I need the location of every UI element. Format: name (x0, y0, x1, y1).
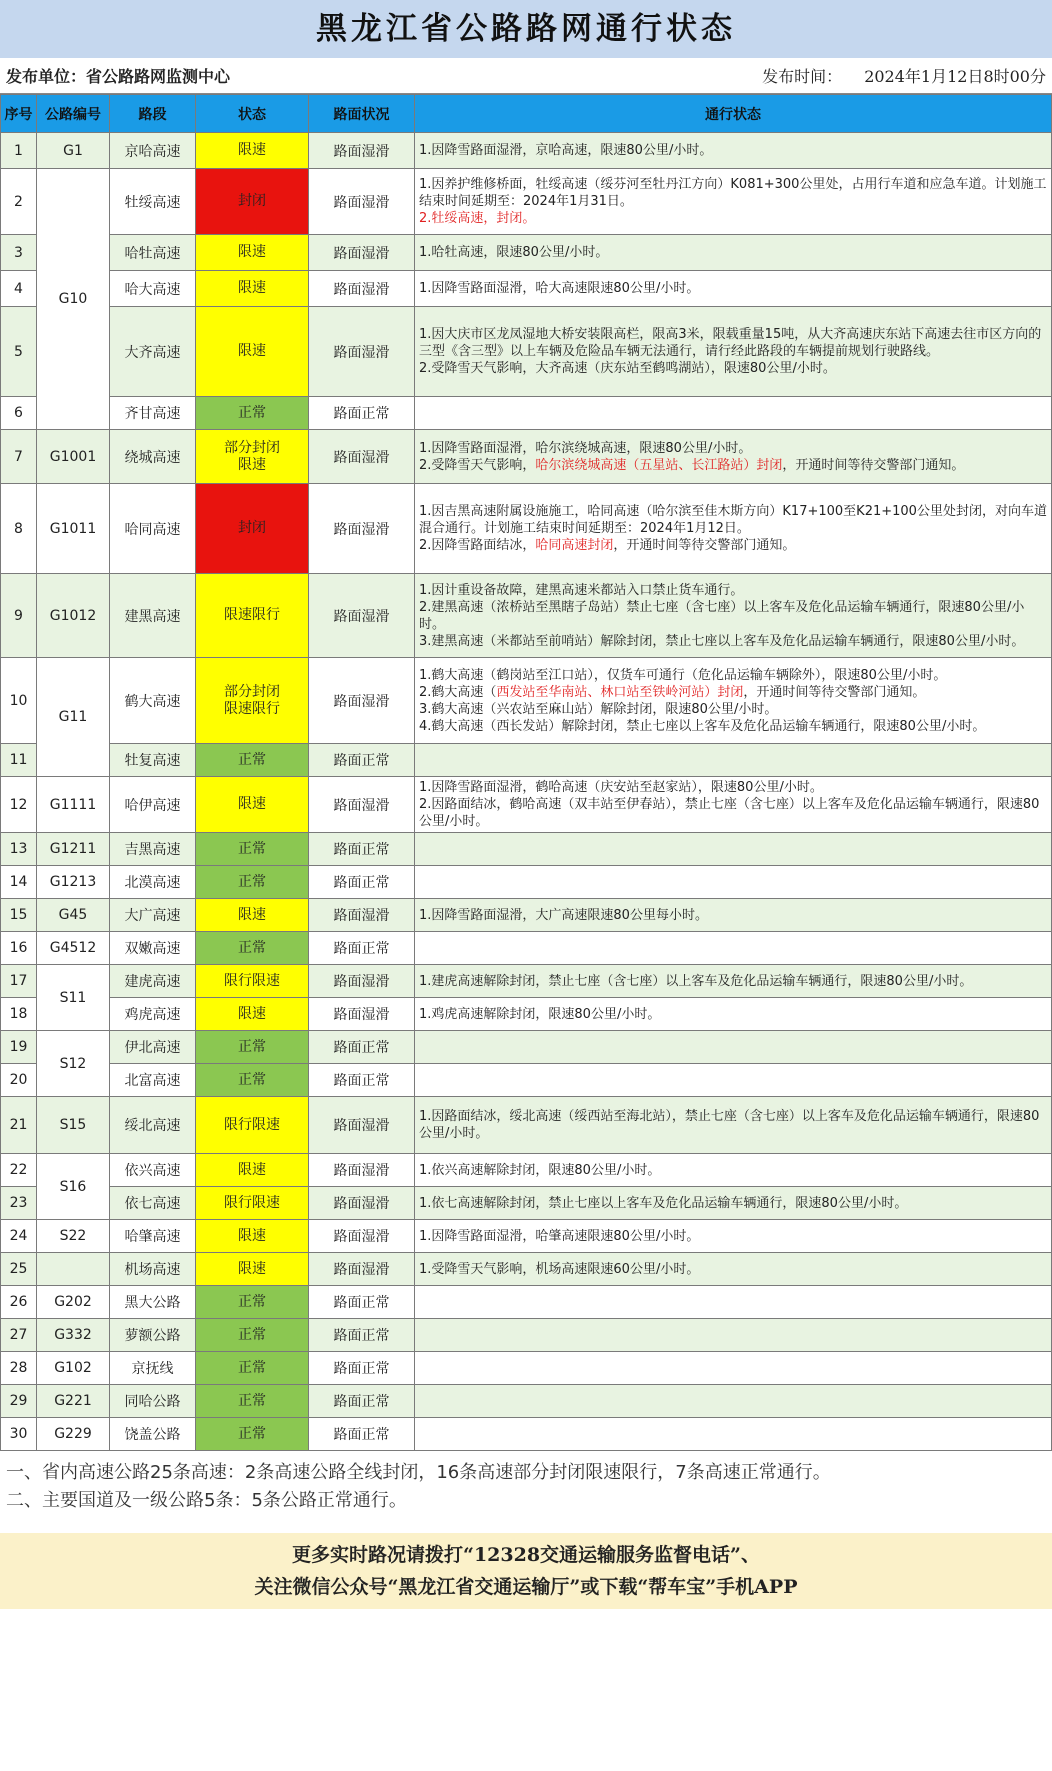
road-condition: 路面湿滑 (309, 998, 415, 1031)
road-segment: 哈牡高速 (110, 235, 196, 271)
road-condition: 路面湿滑 (309, 965, 415, 998)
status-badge: 限速 (196, 133, 309, 169)
row-number: 1 (1, 133, 37, 169)
road-code: G1001 (37, 430, 110, 484)
road-code: G202 (37, 1286, 110, 1319)
road-segment: 哈伊高速 (110, 777, 196, 833)
status-text: 1.因降雪路面湿滑，哈大高速限速80公里/小时。 (419, 281, 700, 296)
traffic-status-line (419, 503, 1047, 537)
table-row (1, 1319, 1052, 1352)
road-condition: 路面正常 (309, 1286, 415, 1319)
row-number: 16 (1, 932, 37, 965)
status-badge: 限速 (196, 1154, 309, 1187)
road-code: G102 (37, 1352, 110, 1385)
table-row (1, 1154, 1052, 1187)
traffic-status-line (419, 176, 1047, 210)
road-code: G1213 (37, 866, 110, 899)
road-condition: 路面湿滑 (309, 430, 415, 484)
header-status: 状态 (196, 95, 309, 133)
row-number: 5 (1, 307, 37, 397)
road-segment: 建虎高速 (110, 965, 196, 998)
summary (0, 1451, 1052, 1533)
traffic-status (415, 777, 1052, 833)
road-segment: 依七高速 (110, 1187, 196, 1220)
table-row (1, 169, 1052, 235)
status-text: 2.因路面结冰，鹤哈高速（双丰站至伊春站），禁止七座（含七座）以上客车及危化品运输车辆通行，限速80公里/小时。 (419, 797, 1040, 829)
road-status-table (0, 94, 1052, 1451)
table-row (1, 1418, 1052, 1451)
road-condition: 路面正常 (309, 833, 415, 866)
road-code: G1 (37, 133, 110, 169)
road-condition: 路面湿滑 (309, 271, 415, 307)
traffic-status-line (419, 1162, 1047, 1179)
table-row (1, 658, 1052, 744)
traffic-status-line (419, 973, 1047, 990)
road-condition: 路面湿滑 (309, 658, 415, 744)
traffic-status (415, 866, 1052, 899)
traffic-status-line (419, 907, 1047, 924)
road-condition: 路面正常 (309, 744, 415, 777)
traffic-status (415, 1286, 1052, 1319)
status-badge: 正常 (196, 397, 309, 430)
traffic-status-line (419, 1006, 1047, 1023)
header-segment: 路段 (110, 95, 196, 133)
traffic-status-line (419, 1261, 1047, 1278)
traffic-status-line (419, 210, 1047, 227)
road-condition: 路面正常 (309, 932, 415, 965)
table-row (1, 932, 1052, 965)
road-code: G4512 (37, 932, 110, 965)
status-text: 1.因降雪路面湿滑，大广高速限速80公里每小时。 (419, 907, 708, 923)
traffic-status (415, 1319, 1052, 1352)
road-code: S16 (37, 1154, 110, 1220)
road-condition: 路面湿滑 (309, 1187, 415, 1220)
status-badge: 部分封闭 限速 (196, 430, 309, 484)
highlight-text: 西发站至华南站、林口站至铁岭河站）封闭 (496, 684, 744, 700)
highlight-text: 哈尔滨绕城高速（五星站、长江路站）封闭 (535, 457, 783, 473)
status-badge: 限速 (196, 307, 309, 397)
traffic-status-line (419, 633, 1047, 650)
publish-bar (0, 58, 1052, 94)
table-row (1, 484, 1052, 574)
table-row (1, 307, 1052, 397)
row-number: 24 (1, 1220, 37, 1253)
table-row (1, 833, 1052, 866)
road-condition: 路面湿滑 (309, 777, 415, 833)
status-text: 1.因降雪路面湿滑，哈尔滨绕城高速，限速80公里/小时。 (419, 440, 752, 456)
status-text: 1.依七高速解除封闭，禁止七座以上客车及危化品运输车辆通行，限速80公里/小时。 (419, 1195, 908, 1211)
row-number: 10 (1, 658, 37, 744)
row-number: 21 (1, 1097, 37, 1154)
row-number: 4 (1, 271, 37, 307)
summary-line-2: 二、主要国道及一级公路5条：5条公路正常通行。 (6, 1490, 407, 1511)
status-text: 1.建虎高速解除封闭，禁止七座（含七座）以上客车及危化品运输车辆通行，限速80公里/小时。 (419, 973, 973, 989)
row-number: 28 (1, 1352, 37, 1385)
header-code: 公路编号 (37, 95, 110, 133)
road-code: S12 (37, 1031, 110, 1097)
status-text: 3.建黑高速（米都站至前哨站）解除封闭，禁止七座以上客车及危化品运输车辆通行，限速80公里/小时。 (419, 633, 1025, 649)
road-code: G10 (37, 169, 110, 430)
traffic-status-line (419, 718, 1047, 735)
publisher: 发布单位：省公路路网监测中心 (6, 67, 231, 86)
traffic-status-line (419, 244, 1047, 261)
status-text: 1.受降雪天气影响，机场高速限速60公里/小时。 (419, 1261, 700, 1277)
status-text: 1.因降雪路面湿滑，京哈高速，限速80公里/小时。 (419, 143, 713, 158)
table-row (1, 998, 1052, 1031)
table-row (1, 1352, 1052, 1385)
road-segment: 绥北高速 (110, 1097, 196, 1154)
status-text: ，开通时间等待交警部门通知。 (743, 684, 926, 700)
table-row (1, 574, 1052, 658)
status-badge: 限速 (196, 998, 309, 1031)
traffic-status (415, 484, 1052, 574)
traffic-status (415, 1385, 1052, 1418)
traffic-status (415, 1064, 1052, 1097)
road-segment: 双嫩高速 (110, 932, 196, 965)
traffic-status (415, 658, 1052, 744)
traffic-status-line (419, 1108, 1047, 1142)
road-code: G332 (37, 1319, 110, 1352)
traffic-status-line (419, 779, 1047, 796)
header-no: 序号 (1, 95, 37, 133)
road-segment: 大齐高速 (110, 307, 196, 397)
road-segment: 京抚线 (110, 1352, 196, 1385)
road-code: G1011 (37, 484, 110, 574)
traffic-status-line (419, 684, 1047, 701)
status-badge: 正常 (196, 1286, 309, 1319)
status-badge: 部分封闭 限速限行 (196, 658, 309, 744)
traffic-status (415, 1154, 1052, 1187)
status-badge: 限速 (196, 899, 309, 932)
road-segment: 绕城高速 (110, 430, 196, 484)
row-number: 15 (1, 899, 37, 932)
status-badge: 限行限速 (196, 1097, 309, 1154)
traffic-status-line (419, 360, 1047, 377)
traffic-status-line (419, 599, 1047, 633)
road-segment: 京哈高速 (110, 133, 196, 169)
road-segment: 北富高速 (110, 1064, 196, 1097)
row-number: 22 (1, 1154, 37, 1187)
table-row (1, 1031, 1052, 1064)
summary-line-1: 一、省内高速公路25条高速：2条高速公路全线封闭，16条高速部分封闭限速限行，7条高速正常通行。 (6, 1462, 831, 1483)
traffic-status (415, 899, 1052, 932)
road-segment: 哈肇高速 (110, 1220, 196, 1253)
status-badge: 正常 (196, 1385, 309, 1418)
status-text: 2.受降雪天气影响，大齐高速（庆东站至鹤鸣湖站），限速80公里/小时。 (419, 361, 836, 376)
table-row (1, 430, 1052, 484)
status-badge: 限速 (196, 1253, 309, 1286)
status-badge: 正常 (196, 866, 309, 899)
road-segment: 哈大高速 (110, 271, 196, 307)
road-code: G1111 (37, 777, 110, 833)
road-code: G1012 (37, 574, 110, 658)
contact-line-2: 关注微信公众号“黑龙江省交通运输厅”或下载“帮车宝”手机APP (254, 1576, 798, 1598)
contact-line-1: 更多实时路况请拨打“12328交通运输服务监督电话”、 (292, 1544, 760, 1566)
status-badge: 封闭 (196, 169, 309, 235)
road-condition: 路面湿滑 (309, 1154, 415, 1187)
traffic-status-line (419, 796, 1047, 830)
traffic-status (415, 1187, 1052, 1220)
status-badge: 限速 (196, 235, 309, 271)
road-code: G221 (37, 1385, 110, 1418)
road-condition: 路面正常 (309, 1352, 415, 1385)
road-segment: 萝额公路 (110, 1319, 196, 1352)
header-traffic-status: 通行状态 (415, 95, 1052, 133)
road-segment: 建黑高速 (110, 574, 196, 658)
road-condition: 路面湿滑 (309, 1097, 415, 1154)
row-number: 11 (1, 744, 37, 777)
traffic-status (415, 1418, 1052, 1451)
table-row (1, 965, 1052, 998)
row-number: 12 (1, 777, 37, 833)
status-text: 1.鹤大高速（鹤岗站至江口站），仅货车可通行（危化品运输车辆除外），限速80公里/小时。 (419, 667, 947, 683)
road-condition: 路面湿滑 (309, 235, 415, 271)
road-condition: 路面正常 (309, 1385, 415, 1418)
status-text: ，开通时间等待交警部门通知。 (613, 538, 796, 553)
status-text: 2.建黑高速（浓桥站至黑瞎子岛站）禁止七座（含七座）以上客车及危化品运输车辆通行，限速80公里/小时。 (419, 599, 1025, 632)
road-condition: 路面湿滑 (309, 307, 415, 397)
traffic-status (415, 1031, 1052, 1064)
road-code: G229 (37, 1418, 110, 1451)
road-code: S22 (37, 1220, 110, 1253)
table-body (1, 133, 1052, 1451)
row-number: 14 (1, 866, 37, 899)
traffic-status-line (419, 667, 1047, 684)
status-text: 1.鸡虎高速解除封闭，限速80公里/小时。 (419, 1006, 661, 1022)
status-badge: 封闭 (196, 484, 309, 574)
table-row (1, 271, 1052, 307)
road-segment: 鸡虎高速 (110, 998, 196, 1031)
road-condition: 路面正常 (309, 1064, 415, 1097)
road-condition: 路面湿滑 (309, 899, 415, 932)
row-number: 27 (1, 1319, 37, 1352)
road-segment: 牡绥高速 (110, 169, 196, 235)
publish-time-label: 发布时间： (762, 67, 843, 86)
table-row (1, 397, 1052, 430)
traffic-status (415, 235, 1052, 271)
status-badge: 限行限速 (196, 965, 309, 998)
status-text: 1.因降雪路面湿滑，哈肇高速限速80公里/小时。 (419, 1228, 700, 1244)
traffic-status (415, 271, 1052, 307)
row-number: 13 (1, 833, 37, 866)
traffic-status (415, 430, 1052, 484)
status-badge: 正常 (196, 1418, 309, 1451)
road-segment: 机场高速 (110, 1253, 196, 1286)
road-segment: 哈同高速 (110, 484, 196, 574)
road-segment: 齐甘高速 (110, 397, 196, 430)
table-row (1, 1187, 1052, 1220)
table-row (1, 1253, 1052, 1286)
status-badge: 正常 (196, 1352, 309, 1385)
table-row (1, 1097, 1052, 1154)
traffic-status (415, 965, 1052, 998)
status-text: 1.因路面结冰，绥北高速（绥西站至海北站），禁止七座（含七座）以上客车及危化品运输车辆通行，限速80公里/小时。 (419, 1109, 1040, 1141)
row-number: 2 (1, 169, 37, 235)
status-text: 1.依兴高速解除封闭，限速80公里/小时。 (419, 1162, 661, 1178)
highlight-text: 2.牡绥高速，封闭。 (419, 211, 536, 226)
row-number: 3 (1, 235, 37, 271)
status-text: 2.鹤大高速（ (419, 684, 497, 700)
traffic-status (415, 169, 1052, 235)
traffic-status (415, 998, 1052, 1031)
status-badge: 正常 (196, 744, 309, 777)
row-number: 7 (1, 430, 37, 484)
road-condition: 路面湿滑 (309, 133, 415, 169)
table-row (1, 1220, 1052, 1253)
status-text: 1.因计重设备故障，建黑高速米都站入口禁止货车通行。 (419, 582, 744, 598)
row-number: 18 (1, 998, 37, 1031)
status-badge: 限速限行 (196, 574, 309, 658)
traffic-status-line (419, 582, 1047, 599)
status-badge: 正常 (196, 1064, 309, 1097)
status-text: ，开通时间等待交警部门通知。 (782, 457, 965, 473)
table-row (1, 235, 1052, 271)
traffic-status-line (419, 1195, 1047, 1212)
row-number: 23 (1, 1187, 37, 1220)
traffic-status-line (419, 142, 1047, 159)
status-badge: 限速 (196, 777, 309, 833)
road-condition: 路面正常 (309, 1031, 415, 1064)
row-number: 9 (1, 574, 37, 658)
road-condition: 路面正常 (309, 1418, 415, 1451)
traffic-status-line (419, 440, 1047, 457)
status-text: 1.因大庆市区龙凤湿地大桥安装限高栏，限高3米，限载重量15吨，从大齐高速庆东站下高速去往市区方向的三型《含三型》以上车辆及危险品车辆无法通行，请行经此路段的车辆提前规划行驶路线。 (419, 327, 1042, 359)
status-badge: 正常 (196, 932, 309, 965)
traffic-status (415, 574, 1052, 658)
status-text: 1.哈牡高速，限速80公里/小时。 (419, 245, 609, 260)
row-number: 29 (1, 1385, 37, 1418)
traffic-status (415, 1097, 1052, 1154)
road-condition: 路面湿滑 (309, 1253, 415, 1286)
table-row (1, 1286, 1052, 1319)
traffic-status-line (419, 1228, 1047, 1245)
traffic-status-line (419, 457, 1047, 474)
status-badge: 限行限速 (196, 1187, 309, 1220)
status-badge: 正常 (196, 1031, 309, 1064)
status-text: 4.鹤大高速（西长发站）解除封闭，禁止七座以上客车及危化品运输车辆通行，限速80公里/小时。 (419, 718, 986, 734)
status-text: 1.因吉黑高速附属设施施工，哈同高速（哈尔滨至佳木斯方向）K17+100至K21+100公里处封闭，对向车道混合通行。计划施工结束时间延期至：2024年1月12日。 (419, 504, 1047, 536)
road-segment: 饶盖公路 (110, 1418, 196, 1451)
road-code: S15 (37, 1097, 110, 1154)
status-text: 1.因养护维修桥面，牡绥高速（绥芬河至牡丹江方向）K081+300公里处，占用行车道和应急车道。计划施工结束时间延期至：2024年1月31日。 (419, 177, 1047, 209)
traffic-status (415, 133, 1052, 169)
status-badge: 正常 (196, 833, 309, 866)
status-text: 2.受降雪天气影响， (419, 457, 536, 473)
road-condition: 路面湿滑 (309, 1220, 415, 1253)
row-number: 25 (1, 1253, 37, 1286)
row-number: 19 (1, 1031, 37, 1064)
row-number: 26 (1, 1286, 37, 1319)
traffic-status (415, 1352, 1052, 1385)
status-badge: 限速 (196, 271, 309, 307)
row-number: 6 (1, 397, 37, 430)
publish-time-block (740, 64, 1046, 87)
traffic-status-line (419, 326, 1047, 360)
road-condition: 路面湿滑 (309, 574, 415, 658)
road-segment: 北漠高速 (110, 866, 196, 899)
road-condition: 路面湿滑 (309, 169, 415, 235)
road-segment: 依兴高速 (110, 1154, 196, 1187)
traffic-status-line (419, 537, 1047, 554)
traffic-status-line (419, 701, 1047, 718)
row-number: 20 (1, 1064, 37, 1097)
road-segment: 吉黑高速 (110, 833, 196, 866)
status-badge: 正常 (196, 1319, 309, 1352)
road-condition: 路面正常 (309, 1319, 415, 1352)
road-segment: 鹤大高速 (110, 658, 196, 744)
header-road-condition: 路面状况 (309, 95, 415, 133)
row-number: 30 (1, 1418, 37, 1451)
row-number: 8 (1, 484, 37, 574)
road-code (37, 1253, 110, 1286)
table-header-row (1, 95, 1052, 133)
highlight-text: 哈同高速封闭 (535, 538, 614, 553)
road-code: G11 (37, 658, 110, 777)
traffic-status (415, 1253, 1052, 1286)
status-text: 3.鹤大高速（兴农站至麻山站）解除封闭，限速80公里/小时。 (419, 701, 778, 717)
table-row (1, 1064, 1052, 1097)
road-code: G1211 (37, 833, 110, 866)
road-condition: 路面正常 (309, 866, 415, 899)
publish-time: 2024年1月12日8时00分 (864, 67, 1046, 86)
status-text: 1.因降雪路面湿滑，鹤哈高速（庆安站至赵家站），限速80公里/小时。 (419, 780, 823, 795)
road-code: G45 (37, 899, 110, 932)
status-text: 2.因降雪路面结冰， (419, 538, 536, 553)
table-row (1, 777, 1052, 833)
table-row (1, 744, 1052, 777)
traffic-status (415, 932, 1052, 965)
road-segment: 牡复高速 (110, 744, 196, 777)
traffic-status-line (419, 280, 1047, 297)
traffic-status (415, 833, 1052, 866)
road-segment: 伊北高速 (110, 1031, 196, 1064)
traffic-status (415, 744, 1052, 777)
road-condition: 路面正常 (309, 397, 415, 430)
road-condition: 路面湿滑 (309, 484, 415, 574)
contact-banner (0, 1533, 1052, 1609)
row-number: 17 (1, 965, 37, 998)
traffic-status (415, 397, 1052, 430)
road-code: S11 (37, 965, 110, 1031)
road-segment: 大广高速 (110, 899, 196, 932)
road-segment: 同哈公路 (110, 1385, 196, 1418)
table-row (1, 866, 1052, 899)
traffic-status (415, 307, 1052, 397)
road-segment: 黑大公路 (110, 1286, 196, 1319)
table-row (1, 1385, 1052, 1418)
status-badge: 限速 (196, 1220, 309, 1253)
page-title: 黑龙江省公路路网通行状态 (0, 0, 1052, 58)
table-row (1, 899, 1052, 932)
table-row (1, 133, 1052, 169)
traffic-status (415, 1220, 1052, 1253)
